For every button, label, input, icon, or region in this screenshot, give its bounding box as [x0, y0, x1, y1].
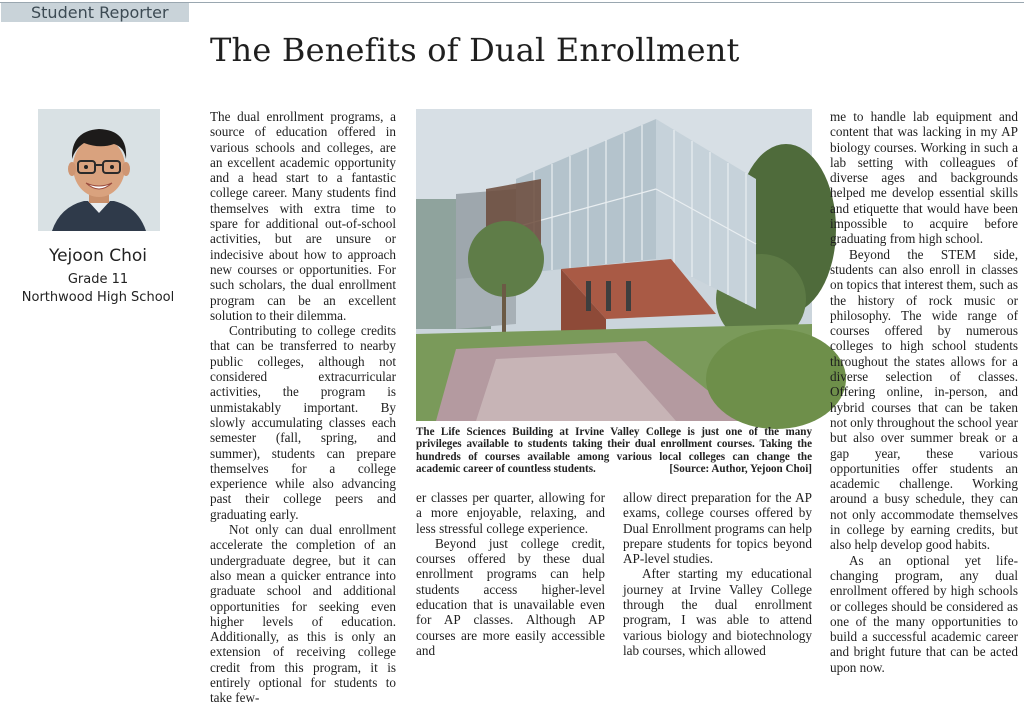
article-column-3 [623, 490, 812, 657]
author-portrait-image [38, 109, 160, 231]
article-photo [416, 109, 812, 421]
photo-caption-text: The Life Sciences Building at Irvine Valley College is just one of the many privileges available to students taking their dual enrollment courses. Taking the hundreds of courses available among various local colleges can change the academic career of countless students. [416, 426, 812, 475]
article-paragraph: As an optional yet life-changing program, any dual enrollment offered by high schools or colleges should be considered as one of the many opportunities to build a successful academic career and bright future that can be acted upon now. [830, 552, 1018, 675]
article-paragraph: me to handle lab equipment and content that was lacking in my AP biology courses. Working in such a lab setting with colleagues of diverse ages and backgrounds helped me develop essential skills and etiquette that would have been impossible to acquire before graduating from high school. [830, 109, 1018, 247]
article-paragraph: The dual enrollment programs, a source of education offered in various schools and colleges, are an excellent academic opportunity and a head start to a fantastic college career. Many students find themselves with extra time to spare for additional out-of-school activities, but are unsure or indecisive about how to approach new courses or opportunities. For such scholars, the dual enrollment program can be an excellent solution to their dilemma. [210, 109, 396, 323]
article-paragraph: allow direct preparation for the AP exams, college courses offered by Dual Enrollment programs can help prepare students for topics beyond AP-level studies. [623, 490, 812, 567]
building-photo-image [416, 109, 812, 421]
author-grade: Grade 11 [67, 272, 129, 287]
photo-caption [416, 426, 812, 475]
section-tag: Student Reporter [1, 3, 189, 22]
photo-source: [Source: Author, Yejoon Choi] [669, 462, 812, 475]
author-name: Yejoon Choi [48, 246, 148, 266]
article-title: The Benefits of Dual Enrollment [210, 31, 740, 69]
article-column-4 [830, 109, 1018, 675]
article-paragraph: Contributing to college credits that can be transferred to nearby public colleges, although not considered extracurricular activities, the program is unmistakably important. By slowly accumulating classes each semester (fall, spring, and summer), students can prepare themselves for a college experience while also advancing past their college peers and graduating early. [210, 323, 396, 522]
article-column-2 [416, 490, 605, 657]
article-paragraph: Not only can dual enrollment accelerate the completion of an undergraduate degree, but it can also mean a quicker entrance into graduate school and additional opportunities for seeking even higher levels of education. Additionally, as this is only an extension of receiving college credit from this program, it is entirely optional for students to take few- [210, 522, 396, 706]
author-school: Northwood High School [21, 290, 175, 305]
article-paragraph: Beyond the STEM side, students can also enroll in classes on topics that interest them, such as the history of rock music or philosophy. The wide range of courses offered by numerous colleges to high school students throughout the states allows for a diverse selection of classes. Offering online, in-person, and hybrid courses that can be taken not only throughout the school year but also over summer break or a gap year, these various opportunities offer students an academic challenge. Working around a busy schedule, they can not only accommodate themselves in college by earning credits, but also help develop good habits. [830, 246, 1018, 553]
author-avatar [38, 109, 160, 231]
article-paragraph: After starting my educational journey at Irvine Valley College through the dual enrollment program, I was able to attend various biology and biotechnology lab courses, which allowed [623, 566, 812, 658]
article-paragraph: Beyond just college credit, courses offered by these dual enrollment programs can help students access higher-level education that is unavailable even for AP classes. Although AP courses are more easily accessible and [416, 535, 605, 658]
article-paragraph: er classes per quarter, allowing for a more enjoyable, relaxing, and less stressful college experience. [416, 490, 605, 536]
article-column-1 [210, 109, 396, 706]
